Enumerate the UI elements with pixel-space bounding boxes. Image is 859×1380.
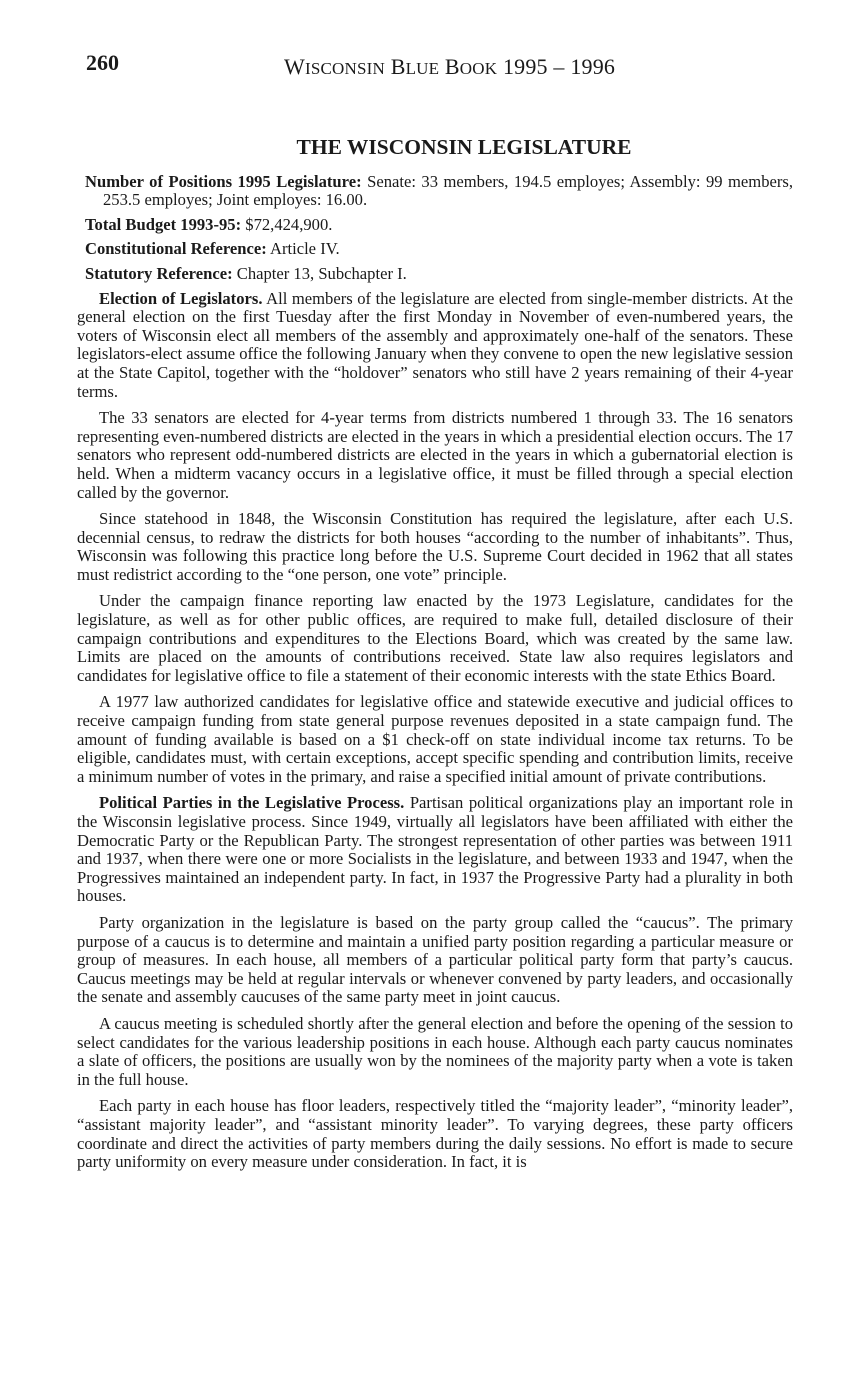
meta-constitutional <box>77 240 793 259</box>
meta-value: Article IV. <box>269 239 340 259</box>
paragraph-text: The 33 senators are elected for 4-year terms from districts numbered 1 through 33. The 16 senators representing even-numbered districts are elected in the years in which a presidential election occurs. The 17 senators who represent odd-numbered districts are elected in the years in which a gubernatorial election is held. When a midterm vacancy occurs in a legislative office, it must be filled through a special election called by the governor. <box>77 408 793 502</box>
paragraph-text: All members of the legislature are elected from single-member districts. At the general election on the first Tuesday after the first Monday in November of even-numbered years, the voters of Wisconsin elect all members of the assembly and approximately one-half of the senators. These legislators-elect assume office the following January when they convene to open the new legislative session at the State Capitol, together with the “holdover” senators who still have 2 years remaining of their 4-year terms. <box>77 288 793 401</box>
paragraph-campaign-fund <box>77 693 793 786</box>
paragraph-text: Since statehood in 1848, the Wisconsin Constitution has required the legislature, after each U.S. decennial census, to redraw the districts for both houses “according to the number of inhabitants”. Thus, Wisconsin was following this practice long before the U.S. Supreme Court decided in 1962 that all states must redistrict according to the “one person, one vote” principle. <box>77 509 793 584</box>
paragraph-lead: Political Parties in the Legislative Process. <box>99 793 405 813</box>
running-head-years: 1995 – 1996 <box>502 54 616 79</box>
meta-label: Number of Positions 1995 Legislature: <box>85 171 362 191</box>
meta-value: Senate: 33 members, 194.5 employes; Assembly: 99 members, 253.5 employes; Joint employes: 16.00. <box>103 171 793 210</box>
paragraph-campaign-finance <box>77 592 793 685</box>
paragraph-text: Under the campaign finance reporting law enacted by the 1973 Legislature, candidates for the legislature, as well as for other public offices, are required to make full, detailed disclosure of their campaign contributions and expenditures to the Elections Board, which was created by the same law. Limits are placed on the amounts of contributions received. State law also requires legislators and candidates for legislative office to file a statement of their economic interests with the state Ethics Board. <box>77 591 793 685</box>
paragraph-text: A caucus meeting is scheduled shortly after the general election and before the opening of the session to select candidates for the various leadership positions in each house. Although each party caucus nominates a slate of officers, the positions are usually won by the nominees of the majority party when a vote is taken in the full house. <box>77 1013 793 1089</box>
meta-label: Statutory Reference: <box>85 263 233 283</box>
running-head-lue: LUE <box>405 59 440 78</box>
meta-statutory <box>77 265 793 284</box>
meta-label: Total Budget 1993-95: <box>85 214 242 234</box>
paragraph-election <box>77 290 793 402</box>
paragraph-text: Party organization in the legislature is based on the party group called the “caucus”. The primary purpose of a caucus is to determine and maintain a unified party position regarding a particular measure or group of measures. In each house, all members of a particular political party form that party’s caucus. Caucus meetings may be held at regular intervals or whenever convened by party leaders, and occasionally the senate and assembly caucuses of the same party meet in joint caucus. <box>77 912 793 1007</box>
running-head-isconsin: ISCONSIN <box>304 59 385 78</box>
meta-value: Chapter 13, Subchapter I. <box>236 263 407 283</box>
running-head <box>284 54 615 80</box>
meta-label: Constitutional Reference: <box>85 239 267 259</box>
running-head-w: W <box>284 54 305 79</box>
section-title: THE WISCONSIN LEGISLATURE <box>296 135 632 159</box>
running-head-ook: OOK <box>459 59 498 78</box>
meta-positions <box>77 173 793 210</box>
paragraph-floor-leaders <box>77 1097 793 1171</box>
paragraph-caucus <box>77 914 793 1007</box>
paragraph-text: Partisan political organizations play an important role in the Wisconsin legislative process. Since 1949, virtually all legislators have been affiliated with either the Democratic Party or the Republican Party. The strongest representation of other parties was between 1911 and 1937, when there were one or more Socialists in the legislature, and between 1933 and 1947, when the Progressives maintained an independent party. In fact, in 1937 the Progressive Party had a plurality in both houses. <box>77 793 793 906</box>
paragraph-text: A 1977 law authorized candidates for legislative office and statewide executive and judicial offices to receive campaign funding from state general purpose revenues deposited in a state campaign fund. The amount of funding available is based on a $1 check-off on state individual income tax returns. To be eligible, candidates must, with certain exceptions, accept specific spending and contribution limits, receive a minimum number of votes in the primary, and raise a specified initial amount of private contributions. <box>77 692 793 786</box>
meta-value: $72,424,900. <box>245 214 333 234</box>
paragraph-redistricting <box>77 510 793 584</box>
paragraph-text: Each party in each house has floor leaders, respectively titled the “majority leader”, “minority leader”, “assistant majority leader”, and “assistant minority leader”. To varying degrees, these party officers coordinate and direct the activities of party members during the daily sessions. No effort is made to secure party uniformity on every measure under consideration. In fact, it is <box>77 1096 793 1172</box>
page-body <box>77 132 793 1180</box>
paragraph-political-parties <box>77 794 793 906</box>
paragraph-caucus-meeting <box>77 1015 793 1089</box>
meta-budget <box>77 216 793 235</box>
paragraph-lead: Election of Legislators. <box>99 288 263 308</box>
running-head-b2: B <box>444 54 460 79</box>
page-number: 260 <box>86 50 119 75</box>
running-head-b: B <box>390 54 406 79</box>
paragraph-senators <box>77 409 793 502</box>
